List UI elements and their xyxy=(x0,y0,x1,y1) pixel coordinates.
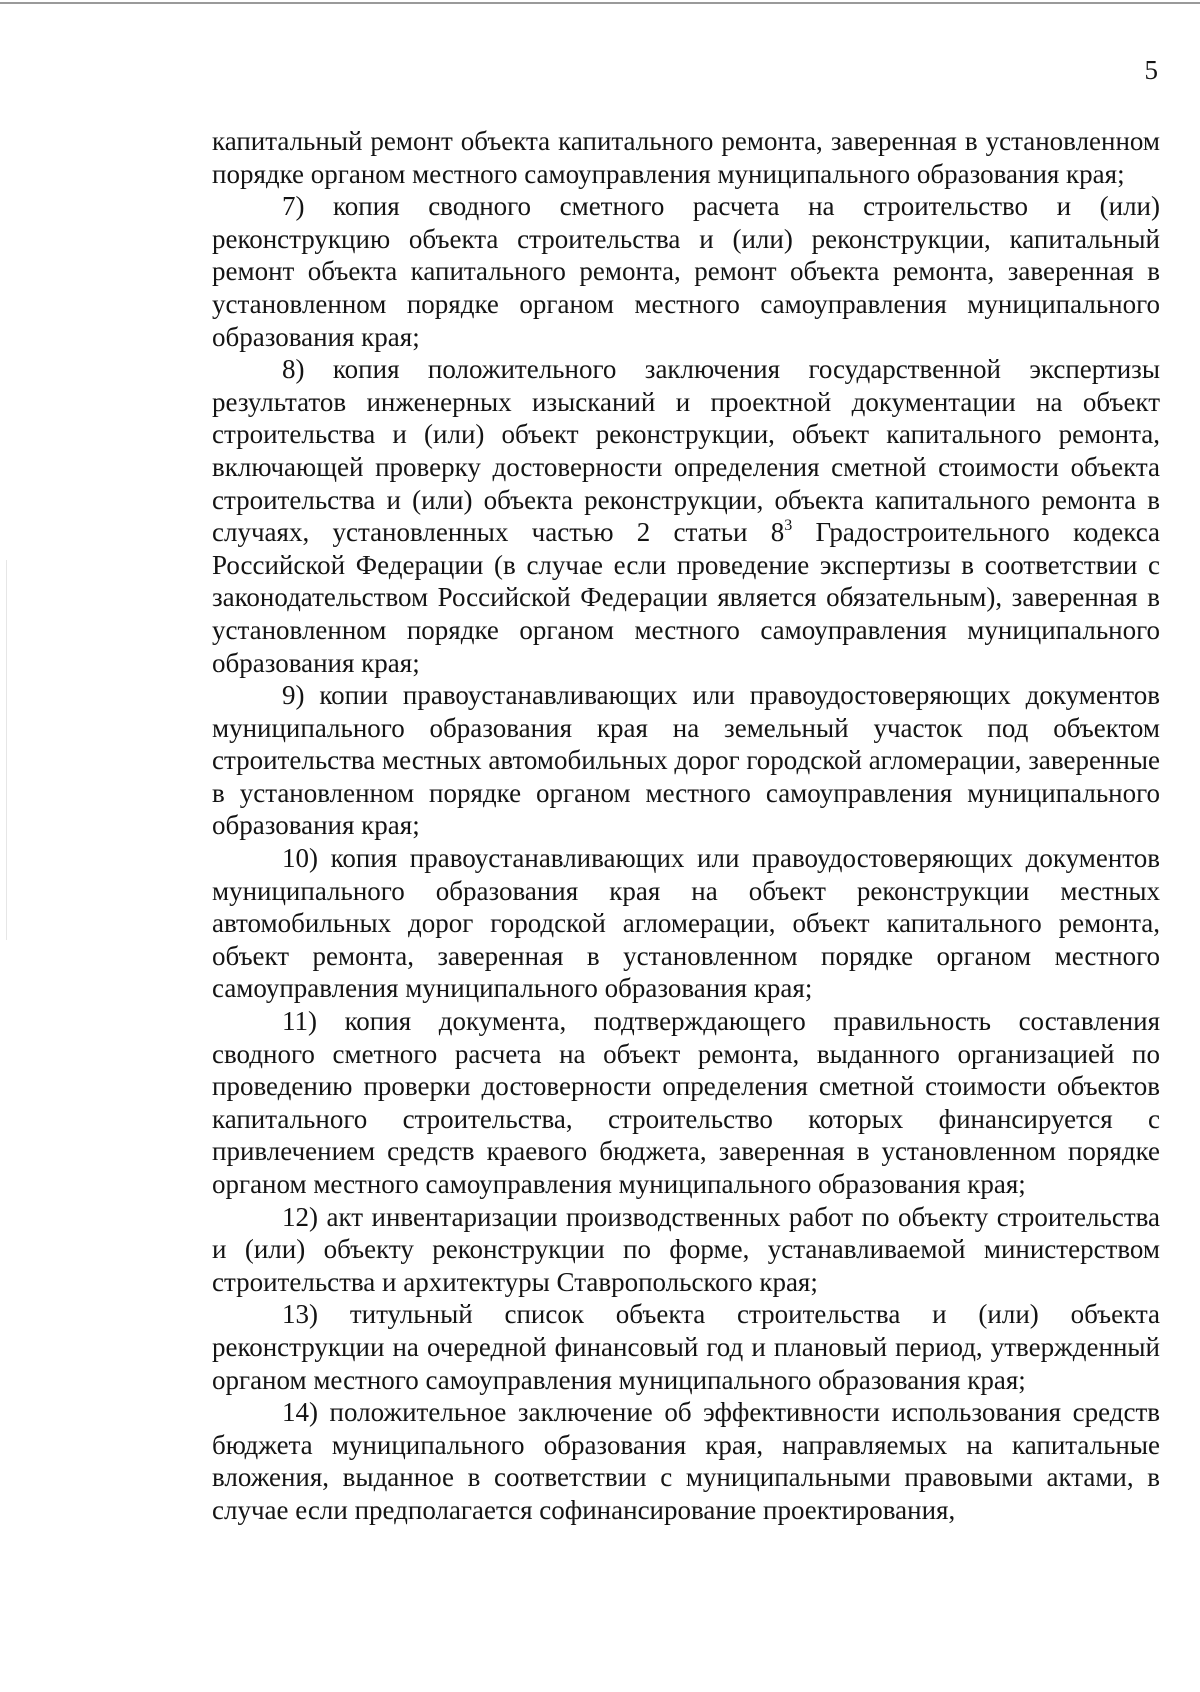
paragraph-item-11: 11) копия документа, подтверждающего правильность составления сводного сметного расчета на объект ремонта, выданного организацией по проведению проверки достоверности определения сметной стоимости объектов капитального строительства, строительство которых финансируется с привлечением средств краевого бюджета, заверенная в установленном порядке органом местного самоуправления муниципального образования края; xyxy=(212,1006,1160,1199)
paragraph-item-9: 9) копии правоустанавливающих или правоудостоверяющих документов муниципального образования края на земельный участок под объектом строительства местных автомобильных дорог городской агломерации, заверенные в установленном порядке органом местного самоуправления муниципального образования края; xyxy=(212,680,1160,841)
paragraph-item-8-text-after: Градостроительного кодекса Российской Федерации (в случае если проведение экспертизы в соответствии с законодательством Российской Федерации является обязательным), заверенная в установленном порядке органом местного самоуправления муниципального образования края; xyxy=(212,517,1160,678)
paragraph-item-10: 10) копия правоустанавливающих или правоудостоверяющих документов муниципального образования края на объект реконструкции местных автомобильных дорог городской агломерации, объект капитального ремонта, объект ремонта, заверенная в установленном порядке органом местного самоуправления муниципального образования края; xyxy=(212,843,1160,1004)
paragraph-continuation: капитальный ремонт объекта капитального ремонта, заверенная в установленном порядке органом местного самоуправления муниципального образования края; xyxy=(212,126,1160,189)
scan-edge-left xyxy=(6,560,7,940)
scan-edge-top xyxy=(0,2,1200,4)
paragraph-item-13: 13) титульный список объекта строительства и (или) объекта реконструкции на очередной финансовый год и плановый период, утвержденный органом местного самоуправления муниципального образования края; xyxy=(212,1299,1160,1395)
paragraph-item-8 xyxy=(212,353,1160,679)
page-number: 5 xyxy=(1144,55,1158,85)
paragraph-item-12: 12) акт инвентаризации производственных работ по объекту строительства и (или) объекту реконструкции по форме, устанавливаемой министерством строительства и архитектуры Ставропольского края; xyxy=(212,1201,1160,1297)
document-body xyxy=(212,125,1160,1527)
superscript-index: 3 xyxy=(784,517,793,535)
paragraph-item-8-text-before: 8) копия положительного заключения государственной экспертизы результатов инженерных изысканий и проектной документации на объект строительства и (или) объект реконструкции, объект капитального ремонта, включающей проверку достоверности определения сметной стоимости объекта строительства и (или) объекта реконструкции, объекта капитального ремонта в случаях, установленных частью 2 статьи 8 xyxy=(212,354,1160,548)
paragraph-item-7: 7) копия сводного сметного расчета на строительство и (или) реконструкцию объекта строительства и (или) реконструкции, капитальный ремонт объекта капитального ремонта, ремонт объекта ремонта, заверенная в установленном порядке органом местного самоуправления муниципального образования края; xyxy=(212,191,1160,352)
paragraph-item-14: 14) положительное заключение об эффективности использования средств бюджета муниципального образования края, направляемых на капитальные вложения, выданное в соответствии с муниципальными правовыми актами, в случае если предполагается софинансирование проектирования, xyxy=(212,1397,1160,1525)
